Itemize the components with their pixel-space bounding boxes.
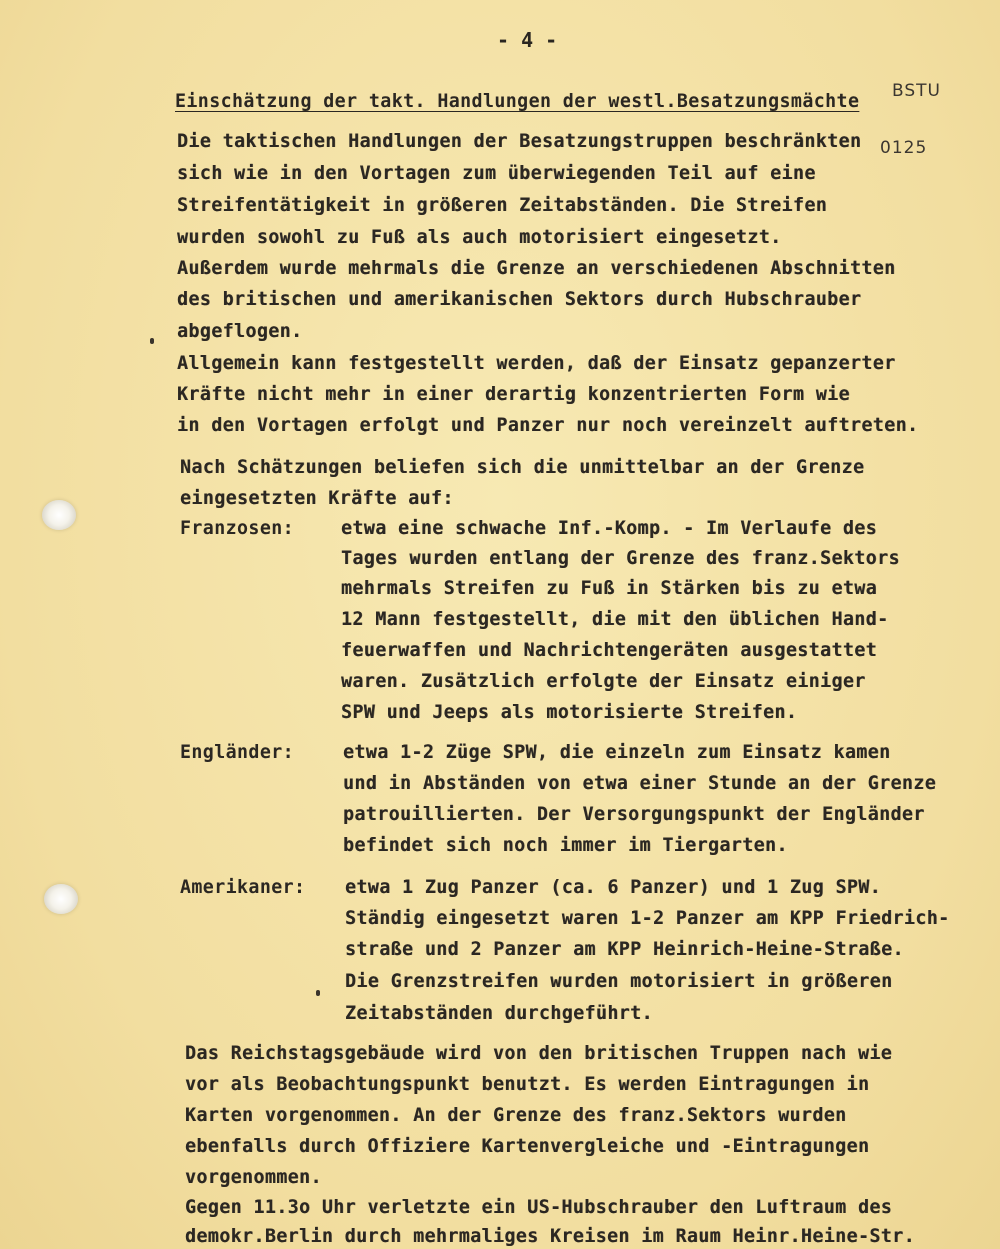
ink-mark xyxy=(150,338,154,344)
archive-stamp-line1: BSTU xyxy=(892,81,941,101)
para1-line: in den Vortagen erfolgt und Panzer nur noch vereinzelt auftreten. xyxy=(177,415,919,436)
force-line: patrouillierten. Der Versorgungspunkt der Engländer xyxy=(343,804,925,825)
para1-line: Außerdem wurde mehrmals die Grenze an verschiedenen Abschnitten xyxy=(177,258,896,279)
punch-hole xyxy=(42,500,76,530)
para2-line: Nach Schätzungen beliefen sich die unmittelbar an der Grenze xyxy=(180,457,865,478)
para1-line: Die taktischen Handlungen der Besatzungstruppen beschränkten xyxy=(177,131,862,152)
force-line: etwa 1 Zug Panzer (ca. 6 Panzer) und 1 Zug SPW. xyxy=(345,877,882,898)
section-heading: Einschätzung der takt. Handlungen der westl.Besatzungsmächte xyxy=(175,91,860,112)
force-line: straße und 2 Panzer am KPP Heinrich-Heine-Straße. xyxy=(345,939,904,960)
force-line: SPW und Jeeps als motorisierte Streifen. xyxy=(341,702,798,723)
force-line: Zeitabständen durchgeführt. xyxy=(345,1003,653,1024)
page-number: - 4 - xyxy=(497,28,558,52)
force-line: etwa eine schwache Inf.-Komp. - Im Verlaufe des xyxy=(341,518,878,539)
para1-line: Streifentätigkeit in größeren Zeitabständen. Die Streifen xyxy=(177,195,828,216)
para3-line: Das Reichstagsgebäude wird von den britischen Truppen nach wie xyxy=(185,1043,893,1064)
force-line: mehrmals Streifen zu Fuß in Stärken bis zu etwa xyxy=(341,578,878,599)
force-line: 12 Mann festgestellt, die mit den üblichen Hand- xyxy=(341,609,889,630)
ink-mark xyxy=(316,990,320,996)
force-line: Die Grenzstreifen wurden motorisiert in größeren xyxy=(345,971,893,992)
para1-line: abgeflogen. xyxy=(177,321,303,342)
force-label-franzosen: Franzosen: xyxy=(180,518,295,539)
para1-line: wurden sowohl zu Fuß als auch motorisiert eingesetzt. xyxy=(177,227,782,248)
force-line: feuerwaffen und Nachrichtengeräten ausgestattet xyxy=(341,640,878,661)
para3-line: Gegen 11.3o Uhr verletzte ein US-Hubschrauber den Luftraum des xyxy=(185,1197,893,1218)
para1-line: sich wie in den Vortagen zum überwiegenden Teil auf eine xyxy=(177,163,816,184)
force-line: und in Abständen von etwa einer Stunde an der Grenze xyxy=(343,773,937,794)
force-line: Ständig eingesetzt waren 1-2 Panzer am KPP Friedrich- xyxy=(345,908,950,929)
force-line: Tages wurden entlang der Grenze des franz.Sektors xyxy=(341,548,900,569)
para3-line: vorgenommen. xyxy=(185,1167,322,1188)
para3-line: vor als Beobachtungspunkt benutzt. Es werden Eintragungen in xyxy=(185,1074,870,1095)
para1-line: Allgemein kann festgestellt werden, daß der Einsatz gepanzerter xyxy=(177,353,896,374)
archive-stamp-line2: 0125 xyxy=(880,138,928,158)
archive-stamp xyxy=(880,44,941,196)
force-line: waren. Zusätzlich erfolgte der Einsatz einiger xyxy=(341,671,866,692)
para3-line: demokr.Berlin durch mehrmaliges Kreisen im Raum Heinr.Heine-Str. xyxy=(185,1226,915,1247)
punch-hole xyxy=(44,884,78,914)
para3-line: Karten vorgenommen. An der Grenze des franz.Sektors wurden xyxy=(185,1105,847,1126)
para1-line: Kräfte nicht mehr in einer derartig konzentrierten Form wie xyxy=(177,384,850,405)
force-label-amerikaner: Amerikaner: xyxy=(180,877,306,898)
para1-line: des britischen und amerikanischen Sektors durch Hubschrauber xyxy=(177,289,862,310)
para3-line: ebenfalls durch Offiziere Kartenvergleiche und -Eintragungen xyxy=(185,1136,870,1157)
force-line: etwa 1-2 Züge SPW, die einzeln zum Einsatz kamen xyxy=(343,742,891,763)
force-label-englaender: Engländer: xyxy=(180,742,295,763)
force-line: befindet sich noch immer im Tiergarten. xyxy=(343,835,788,856)
para2-line: eingesetzten Kräfte auf: xyxy=(180,488,454,509)
